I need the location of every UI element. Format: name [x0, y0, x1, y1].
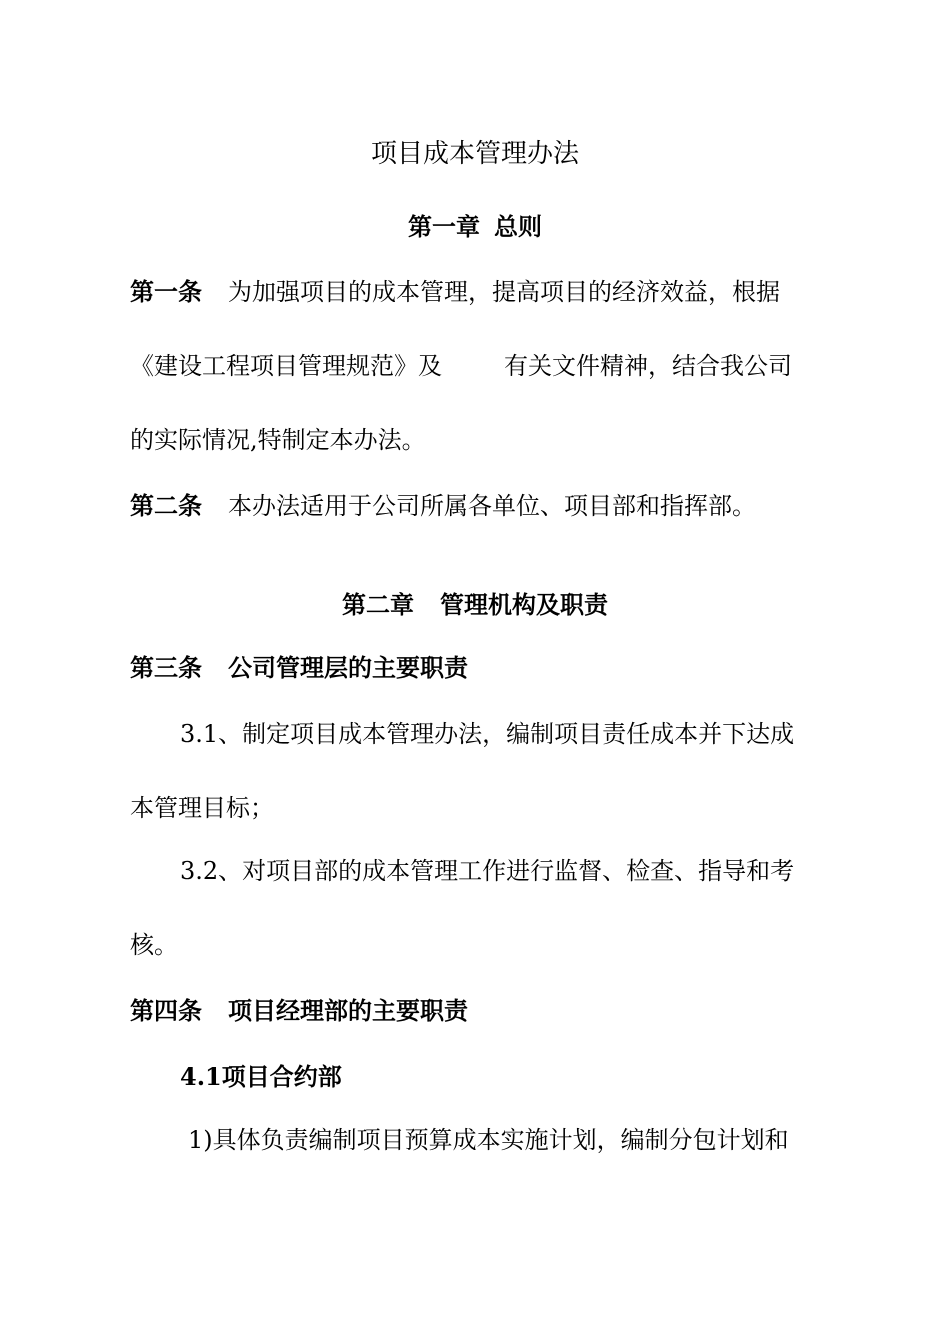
article-1-line-1	[130, 276, 830, 308]
article-1-text-1: 为加强项目的成本管理，提高项目的经济效益，根据	[228, 278, 780, 306]
chapter-1-name: 总则	[494, 212, 542, 241]
article-1-text-2b: 有关文件精神，结合我公司	[504, 352, 792, 380]
item-3-2-line-1: 3.2、对项目部的成本管理工作进行监督、检查、指导和考	[180, 857, 795, 885]
item-3-1-line-1: 3.1、制定项目成本管理办法，编制项目责任成本并下达成	[180, 720, 795, 748]
article-2-text: 本办法适用于公司所属各单位、项目部和指挥部。	[228, 492, 756, 520]
article-4-heading	[130, 995, 830, 1027]
chapter-2-label: 第二章	[342, 590, 414, 619]
subsection-4-1-heading: 4.1项目合约部	[180, 1062, 342, 1091]
article-4-label: 第四条	[130, 996, 202, 1025]
item-3-1-line-2: 本管理目标；	[130, 794, 274, 822]
article-1-text-2a: 《建设工程项目管理规范》及	[130, 352, 442, 380]
article-3-title: 公司管理层的主要职责	[228, 653, 468, 682]
chapter-1-heading	[0, 211, 950, 243]
chapter-1-label: 第一章	[408, 212, 480, 241]
article-1-line-3: 的实际情况,特制定本办法。	[130, 426, 426, 454]
article-1-line-2	[130, 350, 830, 382]
document-title: 项目成本管理办法	[370, 139, 579, 169]
item-3-2-line-2: 核。	[130, 931, 178, 959]
article-3-label: 第三条	[130, 653, 202, 682]
article-3-heading	[130, 652, 830, 684]
chapter-2-heading	[0, 589, 950, 621]
chapter-2-name: 管理机构及职责	[440, 590, 608, 619]
item-4-1-1-line-1: 1)具体负责编制项目预算成本实施计划，编制分包计划和	[188, 1126, 789, 1154]
article-2-label: 第二条	[130, 491, 202, 520]
article-4-title: 项目经理部的主要职责	[228, 996, 468, 1025]
article-1-label: 第一条	[130, 277, 202, 306]
article-2	[130, 490, 830, 522]
